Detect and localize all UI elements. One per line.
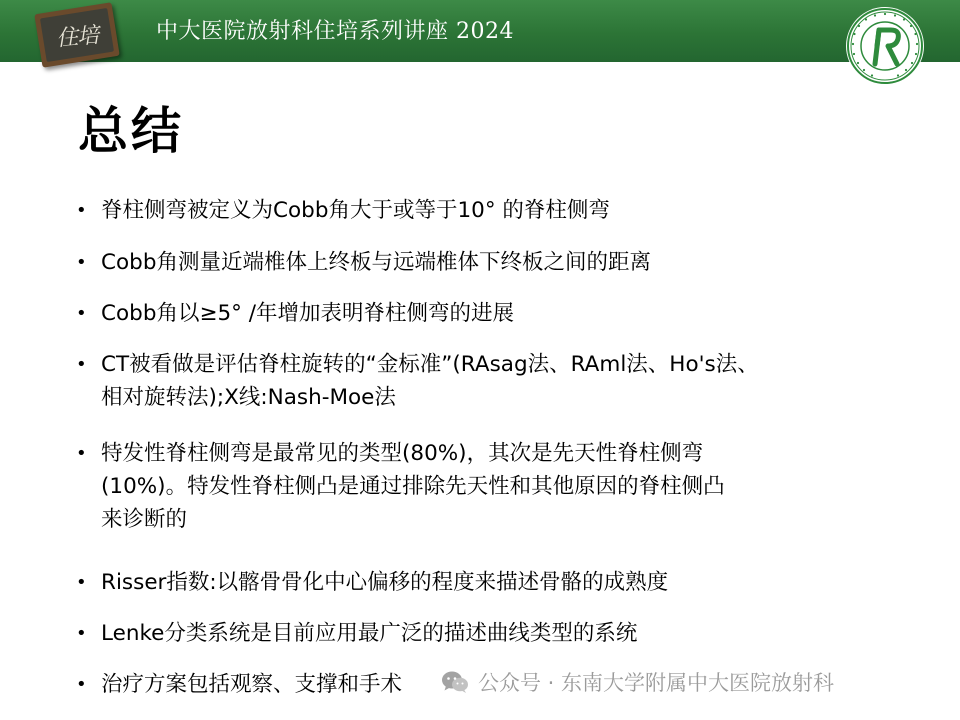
bullet-icon: • (76, 674, 87, 695)
bullet-icon: • (76, 252, 87, 273)
bullet-text: Cobb角以≥5° /年增加表明脊柱侧弯的进展 (101, 301, 514, 326)
bullet-icon: • (76, 443, 87, 464)
lecture-series-title: 中大医院放射科住培系列讲座 2024 (156, 19, 514, 44)
slide-title: 总结 (78, 102, 184, 160)
bullet-text: 脊柱侧弯被定义为Cobb角大于或等于10° 的脊柱侧弯 (101, 198, 610, 223)
bullet-icon: • (76, 572, 87, 593)
bullet-text: Risser指数:以髂骨骨化中心偏移的程度来描述骨骼的成熟度 (101, 570, 669, 595)
bullet-icon: • (76, 354, 87, 375)
bullet-icon: • (76, 623, 87, 644)
bullet-icon: • (76, 303, 87, 324)
bullet-text: Cobb角测量近端椎体上终板与远端椎体下终板之间的距离 (101, 250, 651, 275)
bullet-text: 治疗方案包括观察、支撑和手术 (101, 672, 403, 697)
wechat-watermark (440, 665, 834, 699)
chalkboard-text: 住培 (55, 22, 100, 52)
wechat-icon (440, 669, 470, 695)
bullet-text: 特发性脊柱侧弯是最常见的类型(80%)，其次是先天性脊柱侧弯 (10%)。特发性脊柱侧凸是通过排除先天性和其他原因的脊柱侧凸 来诊断的 (101, 441, 725, 532)
bullet-text: Lenke分类系统是目前应用最广泛的描述曲线类型的系统 (101, 621, 638, 646)
watermark-text: 公众号 · 东南大学附属中大医院放射科 (478, 671, 835, 695)
bullet-text: CT被看做是评估脊柱旋转的“金标准”(RAsag法、RAml法、Ho's法、 相对旋转法);X线:Nash-Moe法 (101, 352, 759, 410)
bullet-icon: • (76, 200, 87, 221)
